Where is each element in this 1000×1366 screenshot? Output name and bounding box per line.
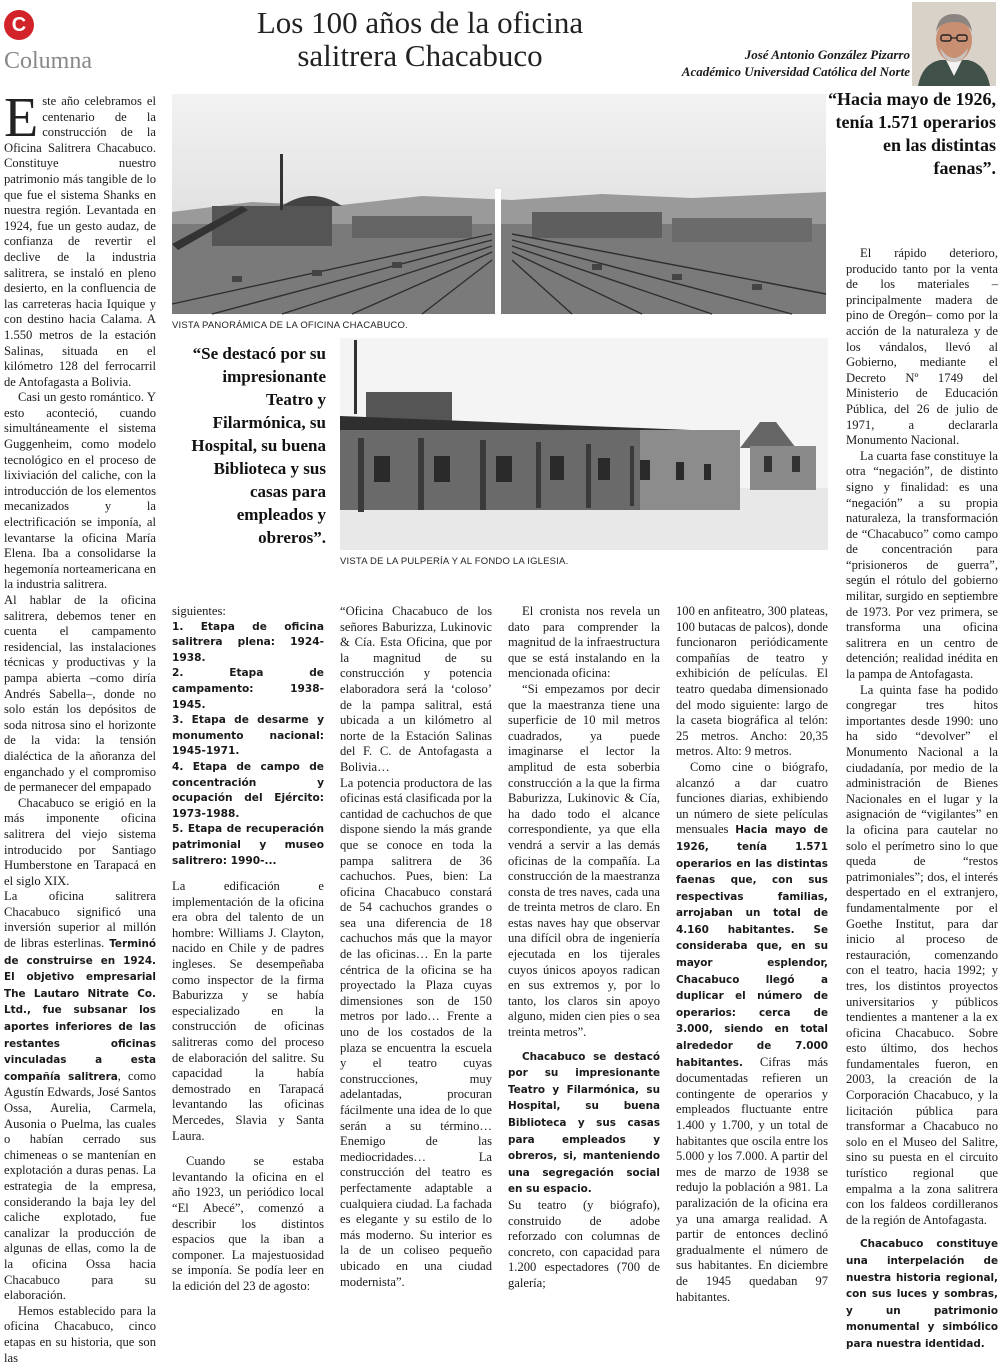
col2-paragraph-1: La edificación e implementación de la oficina era obra del talento de un hombre: Williams J. Clayton, nacido en Chile y de padres ingleses. Se desempeñaba como inspector de la firma Baburizza y se había especializado en la construcción de oficinas salitreras como del proceso de elaboración del salitre. Su capacidad la había demostrado en Tarapacá levantando las oficinas Mercedes, Slavia y Santa Laura. (172, 879, 324, 1143)
col1-paragraph-3: Al hablar de la oficina salitrera, debemos tener en cuenta el campamento residencial, las instalaciones técnicas y productivas y la pampa abierta –como diría Andrés Sabella–, donde no solo están los depósitos de soda nitrosa sino el horizonte de la vida: la tensión dialéctica de la añoranza del enganchado y el compromiso de permanecer del empapado (4, 593, 156, 795)
col2-paragraph-2: Cuando se estaba levantando la oficina en el año 1923, un periódico local “El Abecé”, comenzó a describir los distintos espacios que la iban a componer. La majestuosidad se imponía. Se podía leer en la edición del 23 de agosto: (172, 1154, 324, 1293)
col1-paragraph-5: La oficina salitrera Chacabuco significó una inversión superior al millón de libras esterlinas. Terminó de construirse en 1924. El objetivo empresarial The Lautaro Nitrate Co. Ltd., fue subsanar los aportes inferiores de las restantes oficinas vinculadas a esta compañía salitrera, como Agustín Edwards, José Santos Ossa, Aurelia, Carmela, Ausonia o Puelma, las cuales o habían cerrado sus chimeneas o se mantenían en explotación a duras penas. La estrategia de la empresa, considerando la baja ley del caliche explotado, fue canalizar la producción de algunas de ellas, como la de la oficina Ossa hacia Chacabuco para su elaboración. (4, 889, 156, 1303)
col5-paragraph-2: Como cine o biógrafo, alcanzó a dar cuatro funciones diarias, exhibiendo un número de siete películas mensuales Hacia mayo de 1926, tenía 1.571 operarios en las distintas faenas que, con sus respectivas familias, arrojaban un total de 4.160 habitantes. Se consideraba que, en su mayor esplendor, Chacabuco llegó a duplicar el número de operarios: cerca de 3.000, siendo en total alrededor de 7.000 habitantes. Cifras más documentadas refieren un contingente de operarios y empleados fluctuante entre 1.400 y 1.700, y un total de habitantes que oscila entre los 5.000 y los 7.000. A partir del mes de marzo de 1938 se redujo la población a 981. La paralización de la oficina era ya una amarga realidad. A partir de entonces declinó gradualmente el número de sus habitantes. En diciembre de 1945 quedaban 97 habitantes. (676, 759, 829, 1304)
col3-paragraph-1: “Oficina Chacabuco de los señores Baburizza, Lukinovic & Cía. Esta Oficina, que por la magnitud de su construcción y potencia elaboradora será la ‘coloso’ de la pampa salitral, está ubicada a un kilómetro al norte de la Estación Salinas del F. C. de Antofagasta a Bolivia… (340, 604, 492, 774)
column-6 (846, 246, 998, 1350)
col6-paragraph-1: El rápido deterioro, producido tanto por la venta de los materiales –principalmente madera de pino de Oregón– como por la acción de la naturaleza y de los vándalos, llevó al Gobierno, mediante el Decreto Nº 1749 del Ministerio de Educación Pública, del 26 de julio de 1971, a declararla Monumento Nacional. (846, 246, 998, 448)
column-5 (676, 604, 829, 1304)
col1-bold-highlight: Terminó de construirse en 1924. El objetivo empresarial The Lautaro Nitrate Co. Ltd., fue subsanar los aportes inferiores de las restantes oficinas vinculadas a esta compañía salitrera (4, 938, 156, 1083)
author-portrait (912, 2, 996, 86)
column-2 (172, 604, 324, 1293)
stage-item: 5. Etapa de recuperación patrimonial y museo salitrero: 1990-... (172, 823, 324, 867)
panorama-caption: VISTA PANORÁMICA DE LA OFICINA CHACABUCO. (172, 320, 408, 331)
col4-paragraph-1: El cronista nos revela un dato para comprender la magnitud de la infraestructura que se está instalando en la mencionada oficina: (508, 604, 660, 681)
col1-paragraph-1: Este año celebramos el centenario de la construcción de la Oficina Salitrera Chacabuco. Constituye nuestro patrimonio más tangible de lo que fue el sistema Shanks en nuestra región. Levantada en 1924, fue un gesto audaz, de confianza de revertir el declive de la industria salitrera, se instaló en pleno desierto, en la confluencia de las carreteras hacia Iquique y con destino hacia Calama. A 1.550 metros de la estación Salinas, situada en el kilómetro 128 del ferrocarril de Antofagasta a Bolivia. (4, 87, 156, 389)
col4-paragraph-3 (508, 1049, 660, 1198)
headline (200, 6, 640, 72)
author-role: Académico Universidad Católica del Norte (681, 64, 910, 79)
stage-item: 3. Etapa de desarme y monumento nacional: 1945-1971. (172, 714, 324, 758)
stage-item: 1. Etapa de oficina salitrera plena: 1924-1938. (172, 620, 324, 664)
section-name: Columna (4, 48, 92, 74)
col1-paragraph-2: Casi un gesto romántico. Y esto aconteció, cuando simultáneamente el sistema Guggenheim, como modelo tecnológico en el proceso de lixiviación del caliche, con la introducción de los elementos mecanizados y la electrificación se imponía, al levantarse la oficina María Elena. Iba a consolidarse la hegemonía norteamericana en la industria salitrera. (4, 390, 156, 592)
author-byline (682, 46, 910, 80)
pulperia-photo (340, 338, 828, 550)
col2-intro: siguientes: (172, 604, 226, 618)
pullquote-top: “Hacia mayo de 1926, tenía 1.571 operarios en las distintas faenas”. (828, 89, 996, 178)
stages-list (172, 620, 324, 870)
col6-bold-highlight: Chacabuco constituye una interpelación de nuestra historia regional, con sus luces y sombras, y un patrimonio monumental y simbólico para nuestra identidad. (846, 1238, 998, 1350)
col5-bold-highlight: Hacia mayo de 1926, tenía 1.571 operarios en las distintas faenas que, con sus respectivas familias, arrojaban un total de 4.160 habitantes. Se consideraba que, en su mayor esplendor, Chacabuco llegó a duplicar el número de operarios: cerca de 3.000, siendo en total alrededor de 7.000 habitantes. (676, 824, 829, 1069)
headline-line-2: salitrera Chacabuco (297, 38, 543, 73)
pulperia-caption: VISTA DE LA PULPERÍA Y AL FONDO LA IGLESIA. (340, 556, 569, 567)
col1-paragraph-6: Hemos establecido para la oficina Chacabuco, cinco etapas en su historia, que son las (4, 1303, 156, 1365)
dropcap: E (4, 87, 39, 149)
section-badge: C (4, 10, 34, 40)
col4-paragraph-4: Su teatro (y biógrafo), construido de adobe reforzado con columnas de concreto, con capacidad para 1.200 espectadores (700 de galería; (508, 1197, 660, 1290)
headline-line-1: Los 100 años de la oficina (256, 5, 584, 40)
col4-bold-highlight: Chacabuco se destacó por su impresionante Teatro y Filarmónica, su Hospital, su buena Biblioteca y sus casas para empleados y obreros, si, manteniendo una segregación social en su espacio. (508, 1050, 660, 1196)
stage-item: 2. Etapa de campamento: 1938-1945. (172, 667, 324, 711)
col6-paragraph-2: La cuarta fase constituye la otra “negación”, de distinto signo y finalidad: es una “negación” a su propia naturaleza, la transformación de “Chacabuco” como campo de concentración para “prisioneros de guerra”, según el rótulo del gobierno militar, surgido en septiembre de 1973. Por vez primera, se transforma una oficina salitrera en un centro de detención; realidad inédita en la pampa de Antofagasta. (846, 448, 998, 682)
column-1 (4, 87, 156, 1365)
pullquote-middle: “Se destacó por su impresionante Teatro y Filarmónica, su Hospital, su buena Biblioteca y sus casas para empleados y obreros”. (191, 344, 326, 547)
col4-paragraph-2: “Si empezamos por decir que la maestranza tiene una superficie de 10 mil metros cuadrados, ya puede imaginarse el lector la amplitud de esta soberbia construcción a la que la firma Baburizza, Lukinovic & Cía, ha dado todo el alcance correspondiente, ya que ella vendrá a servir a las demás oficinas de la compañía. La construcción de la maestranza consta de tres naves, cada una de treinta metros de claro. En estas naves hay que observar una difícil obra de ingeniería ejecutada en los tijerales cuyos únicos apoyos radican en sus extremos y, por lo tanto, los claros sin apoyo alguno, miden cien pies o sea treinta metros”. (508, 681, 660, 1040)
panorama-photo (172, 94, 826, 314)
stage-item: 4. Etapa de campo de concentración y ocupación del Ejército: 1973-1988. (172, 760, 324, 820)
col1-paragraph-4: Chacabuco se erigió en la más imponente oficina salitrera del viejo sistema introducido por Santiago Humberstone en Tarapacá en el siglo XIX. (4, 795, 156, 888)
column-3 (340, 604, 492, 1289)
col5-paragraph-1: 100 en anfiteatro, 300 plateas, 100 butacas de palcos), donde funcionaron periódicamente compañías de teatro y exhibición de películas. El teatro quedaba dimensionado del modo siguiente: largo de la caseta biográfica al telón: 25 metros. Ancho: 20,35 metros. Alto: 9 metros. (676, 604, 828, 759)
author-name: José Antonio González Pizarro (744, 47, 910, 62)
col6-paragraph-4 (846, 1236, 998, 1352)
col6-paragraph-3: La quinta fase ha podido congregar tres hitos importantes desde 1990: uno ha sido “devolver” el Monumento Nacional a la ciudadanía, por medio de la administración de Bienes Nacionales en el lugar y la asignación de “vigilantes” en la oficina para cautelar no solo el perímetro sino lo que queda de “restos patrimoniales”; dos, el interés despertado en el extranjero, fundamentalmente por el Goethe Institut, para dar inicio al proceso de restauración, comenzando con el teatro, hacia 1992; y tres, los distintos proyectos universitarios y públicos tendientes a mantener a la ex oficina Chacabuco. Sobre esto último, dos hechos fundamentales fueron, en 2003, la creación de la Corporación Chacabuco, y la licitación pública para transformar a Chacabuco no solo en el Museo del Salitre, sino su puesta en el circuito turístico regional que empalma a la zona salitrera con los faldeos cordilleranos de la región de Antofagasta. (846, 682, 998, 1227)
col3-paragraph-2: La potencia productora de las oficinas está clasificada por la cantidad de cachuchos de que dispone siendo la más grande que se conoce en toda la pampa salitrera de 36 cachuchos. Pues, bien: La oficina Chacabuco constará de 54 cachuchos grandes o sea una diferencia de 18 cachuchos más que la mayor de las oficinas… En la parte céntrica de la oficina se ha proyectado la Plaza cuyas dimensiones son de 150 metros por lado… Frente a uno de los costados de la plaza se encuentra la escuela y el teatro cuyas construcciones, muy adelantadas, procuran fácilmente una idea de lo que serán a su término… Enemigo de las mediocridades… La construcción del teatro es perfectamente adaptable a cualquiera ciudad. La fachada es elegante y su estilo de lo más moderno. Su interior es la de un coliseo pequeño ubicado en una ciudad modernista”. (340, 775, 492, 1289)
column-4 (508, 604, 660, 1290)
